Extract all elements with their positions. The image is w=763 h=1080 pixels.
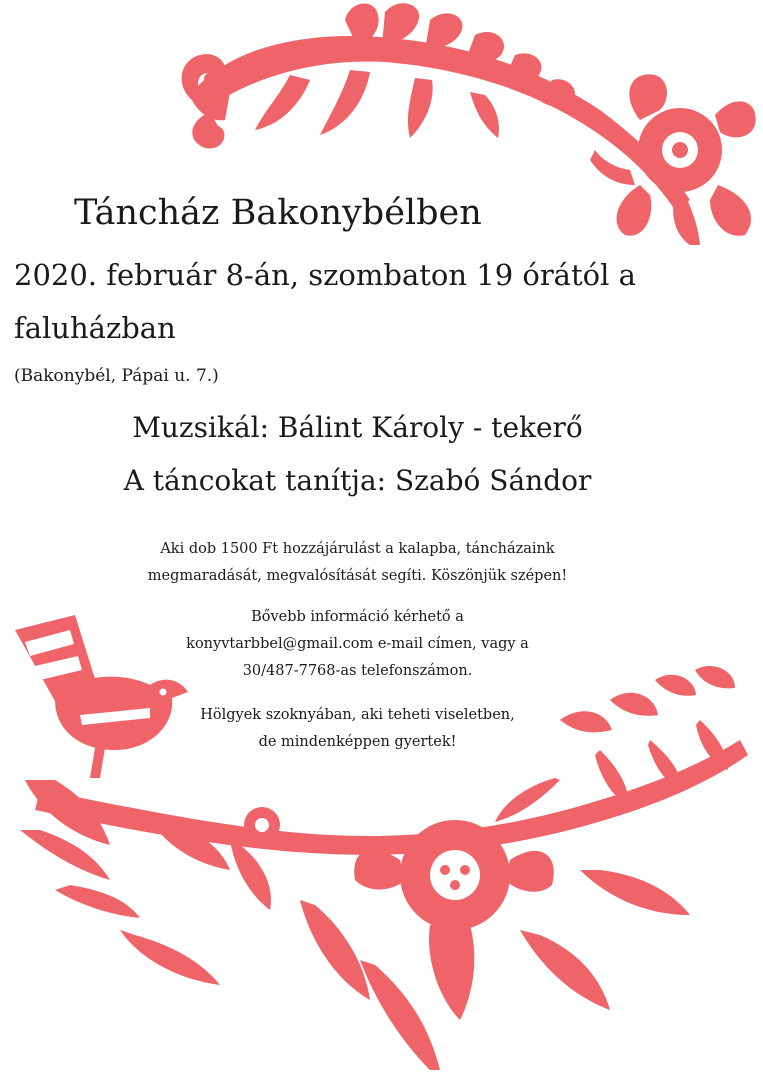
donation-text-line-2: megmaradását, megvalósítását segíti. Köszönjük szépen!	[147, 568, 568, 584]
dress-code-line-2: de mindenképpen gyertek!	[258, 734, 457, 750]
contact-info-line-1: Bővebb információ kérhető a	[251, 609, 464, 625]
contact-phone-line: 30/487-7768-as telefonszámon.	[242, 663, 473, 679]
event-date-line-1: 2020. február 8-án, szombaton 19 órától a	[14, 258, 636, 292]
page-title: Táncház Bakonybélben	[74, 193, 482, 233]
music-credit: Muzsikál: Bálint Károly - tekerő	[132, 411, 583, 444]
contact-email-line: konyvtarbbel@gmail.com e-mail címen, vagy a	[186, 636, 529, 652]
dress-code-line-1: Hölgyek szoknyában, aki teheti viseletben,	[200, 707, 515, 723]
teacher-credit: A táncokat tanítja: Szabó Sándor	[123, 464, 592, 497]
donation-text-line-1: Aki dob 1500 Ft hozzájárulást a kalapba, táncházaink	[160, 541, 555, 557]
event-address: (Bakonybél, Pápai u. 7.)	[14, 366, 219, 386]
event-date-line-2: faluházban	[14, 311, 176, 345]
